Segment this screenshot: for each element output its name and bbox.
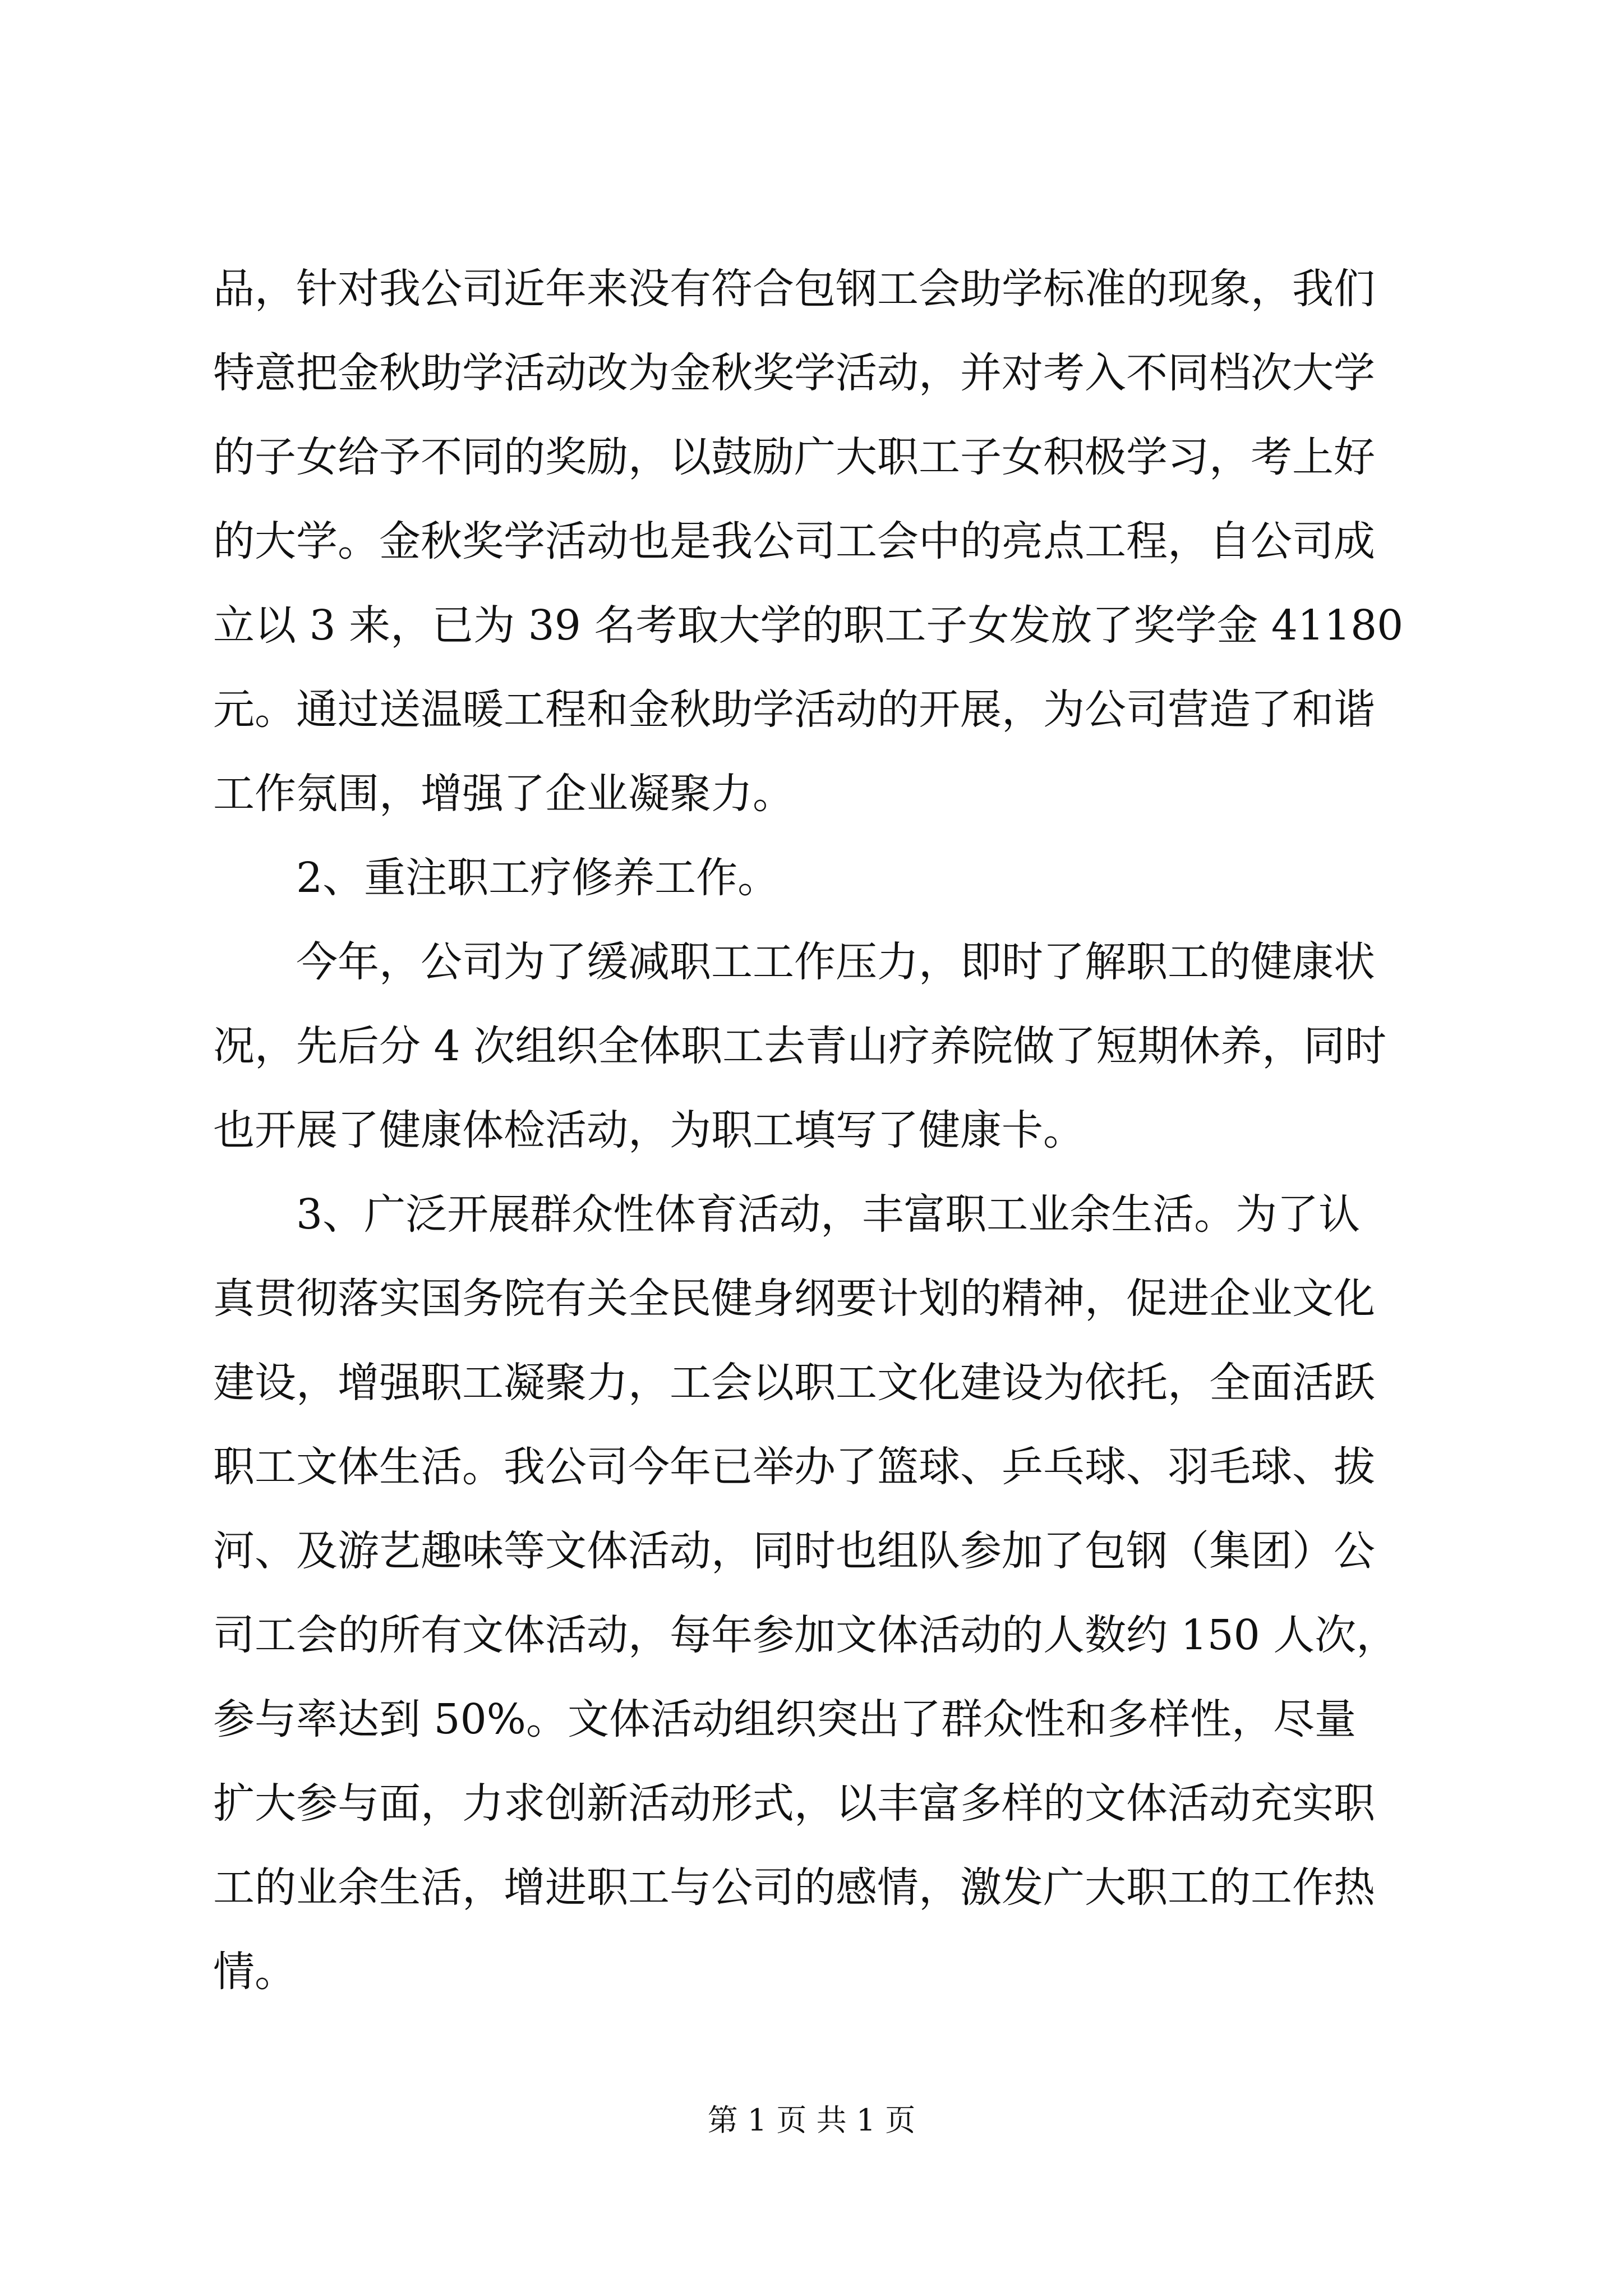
text-line: 今年，公司为了缓减职工工作压力，即时了解职工的健康状 bbox=[296, 938, 1375, 986]
section-heading-2: 2、重注职工疗修养工作。 bbox=[296, 854, 780, 902]
text-line: 河、及游艺趣味等文体活动，同时也组队参加了包钢（集团）公 bbox=[213, 1527, 1375, 1575]
text-line: 的子女给予不同的奖励，以鼓励广大职工子女积极学习，考上好 bbox=[213, 433, 1375, 481]
text-line: 真贯彻落实国务院有关全民健身纲要计划的精神，促进企业文化 bbox=[213, 1274, 1375, 1323]
section-heading-3: 3、广泛开展群众性体育活动，丰富职工业余生活。为了认 bbox=[296, 1190, 1361, 1239]
text-line: 职工文体生活。我公司今年已举办了篮球、乒乓球、羽毛球、拔 bbox=[213, 1443, 1375, 1491]
page-footer bbox=[0, 2098, 1623, 2143]
text-line: 工的业余生活，增进职工与公司的感情，激发广大职工的工作热 bbox=[213, 1864, 1375, 1912]
text-line: 建设，增强职工凝聚力，工会以职工文化建设为依托，全面活跃 bbox=[213, 1359, 1375, 1407]
text-line: 工作氛围，增强了企业凝聚力。 bbox=[213, 770, 794, 818]
text-line: 也开展了健康体检活动，为职工填写了健康卡。 bbox=[213, 1106, 1085, 1154]
text-line: 司工会的所有文体活动，每年参加文体活动的人数约 150 人次， bbox=[213, 1611, 1398, 1659]
text-line: 情。 bbox=[213, 1948, 296, 1996]
text-line: 参与率达到 50%。文体活动组织突出了群众性和多样性，尽量 bbox=[213, 1695, 1356, 1743]
text-line: 的大学。金秋奖学活动也是我公司工会中的亮点工程，自公司成 bbox=[213, 517, 1375, 565]
text-line: 品，针对我公司近年来没有符合包钢工会助学标准的现象，我们 bbox=[213, 265, 1375, 313]
text-line: 况，先后分 4 次组织全体职工去青山疗养院做了短期休养，同时 bbox=[213, 1022, 1387, 1070]
page-number-label: 第 1 页 共 1 页 bbox=[707, 2102, 916, 2138]
text-line: 特意把金秋助学活动改为金秋奖学活动，并对考入不同档次大学 bbox=[213, 349, 1375, 397]
text-line: 元。通过送温暖工程和金秋助学活动的开展，为公司营造了和谐 bbox=[213, 685, 1375, 734]
text-line: 立以 3 来，已为 39 名考取大学的职工子女发放了奖学金 41180 bbox=[213, 601, 1404, 650]
body-text bbox=[213, 247, 1424, 2014]
text-line: 扩大参与面，力求创新活动形式，以丰富多样的文体活动充实职 bbox=[213, 1779, 1375, 1828]
